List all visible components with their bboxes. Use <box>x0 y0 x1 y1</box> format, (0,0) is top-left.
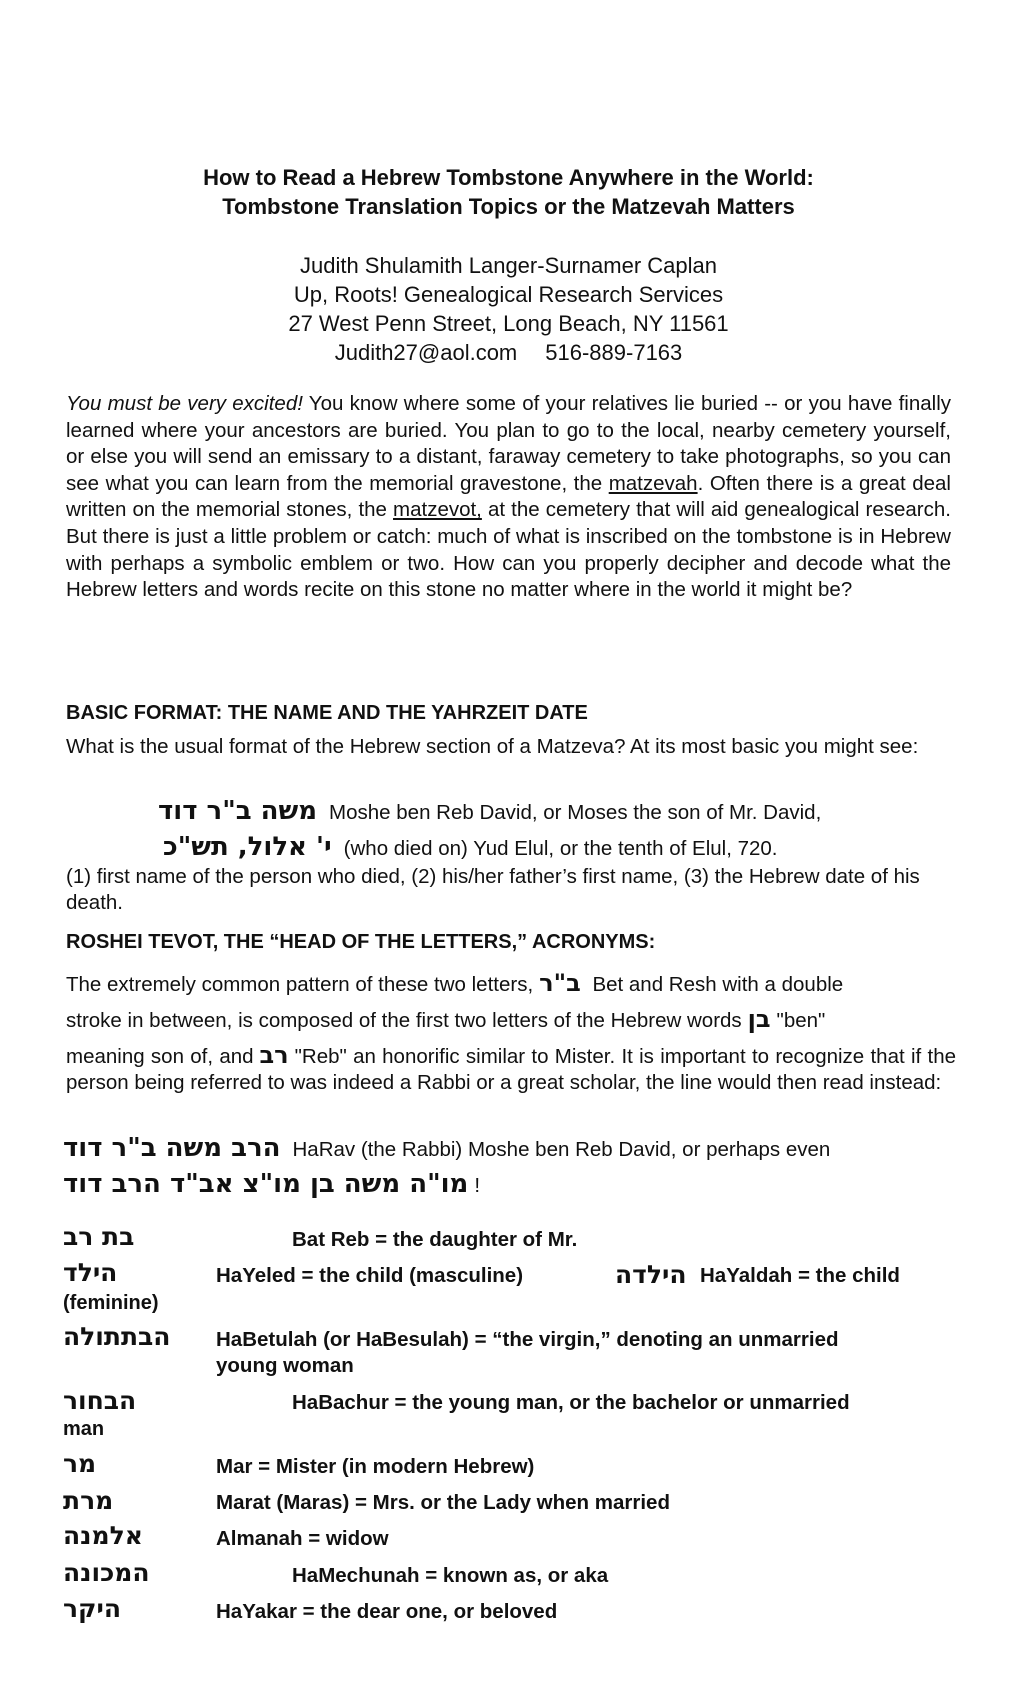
term-definition: Almanah = widow <box>216 1527 389 1550</box>
author-phone: 516-889-7163 <box>545 340 683 365</box>
roshei-text-2a: stroke in between, is composed of the first two letters of the Hebrew words <box>66 1009 742 1032</box>
author-email: Judith27@aol.com <box>334 340 518 365</box>
author-address: 27 West Penn Street, Long Beach, NY 11561 <box>288 311 729 336</box>
term-hebrew: המכונה <box>63 1558 150 1587</box>
roshei-text-2b: "ben" <box>776 1009 826 1032</box>
term-matzevah: matzevah <box>608 471 698 495</box>
term-definition: HaYeled = the child (masculine) <box>216 1264 524 1287</box>
term-definition-continuation: young woman <box>216 1354 354 1377</box>
term-continuation: (feminine) <box>63 1292 159 1314</box>
term-hebrew: הילד <box>63 1258 118 1287</box>
term-hebrew: הבחור <box>63 1386 137 1415</box>
scholar-example-line <box>63 1169 480 1199</box>
roshei-line-2 <box>66 1006 956 1034</box>
roshei-text-3b: "Reb" an honorific similar to Mister. It is important to recognize that if the person being referred to was indeed a Rabbi or a great scholar, the line would then read instead: <box>66 1045 956 1094</box>
roshei-line-1 <box>66 970 956 998</box>
term-continuation: man <box>63 1418 105 1440</box>
term-definition: Mar = Mister (in modern Hebrew) <box>216 1455 535 1478</box>
hebrew-bet-resh: ב"ר <box>539 969 581 997</box>
intro-text-3: at the cemetery that will aid genealogical research. But there is just a little problem or catch: much of what is inscribed on the tombstone is in Hebrew with perhaps a symbolic emblem or two. How can you properly decipher and decode what the Hebrew letters and words recite on this stone no matter where in the world it might be? <box>66 498 951 602</box>
term-matzevot: matzevot, <box>393 498 482 522</box>
term-definition: HaBachur = the young man, or the bachelor or unmarried <box>292 1391 850 1414</box>
term-definition: HaBetulah (or HaBesulah) = “the virgin,” denoting an unmarried <box>216 1328 839 1351</box>
roshei-text-3a: meaning son of, and <box>66 1045 254 1068</box>
intro-italic: You must be very excited! <box>66 392 303 415</box>
example-date-translation: (who died on) Yud Elul, or the tenth of Elul, 720. <box>343 837 778 860</box>
roshei-line-3 <box>66 1042 956 1096</box>
intro-paragraph <box>66 391 951 604</box>
term-definition: HaYakar = the dear one, or beloved <box>216 1600 558 1623</box>
term-definition: HaMechunah = known as, or aka <box>292 1564 609 1587</box>
term-hebrew: מרת <box>63 1486 114 1515</box>
roshei-text-1a: The extremely common pattern of these two letters, <box>66 973 534 996</box>
hebrew-scholar-example: מו"ה משה בן מו"צ אב"ד הרב דוד <box>63 1169 469 1199</box>
term-definition: Marat (Maras) = Mrs. or the Lady when married <box>216 1491 670 1514</box>
format-list: (1) first name of the person who died, (2) his/her father’s first name, (3) the Hebrew date of his death. <box>66 865 920 914</box>
intro-text-2: . Often there is a great deal written on the memorial stones, the <box>66 471 951 522</box>
basic-format-heading: BASIC FORMAT: THE NAME AND THE YAHRZEIT DATE <box>66 702 588 724</box>
hebrew-rabbi-example: הרב משה ב"ר דוד <box>63 1133 281 1163</box>
intro-text-1: You know where some of your relatives lie buried -- or you have finally learned where your ancestors are buried. You plan to go to the local, nearby cemetery yourself, or else you will send an emissary to a distant, faraway cemetery to take photographs, so you can see what you can learn from the memorial gravestone, the <box>66 392 952 495</box>
author-organization: Up, Roots! Genealogical Research Services <box>293 282 724 307</box>
term-hebrew: בת רב <box>63 1222 135 1251</box>
term-hebrew: הבתתולה <box>63 1322 171 1351</box>
roshei-tevot-heading: ROSHEI TEVOT, THE “HEAD OF THE LETTERS,” ACRONYMS: <box>66 931 656 953</box>
example-name-line <box>158 796 821 826</box>
roshei-text-1b: Bet and Resh with a double <box>586 973 844 996</box>
term-definition: Bat Reb = the daughter of Mr. <box>292 1228 578 1251</box>
title-line-2: Tombstone Translation Topics or the Matzevah Matters <box>222 194 795 219</box>
term-hebrew-feminine: הילדה <box>615 1260 687 1289</box>
term-hebrew: היקר <box>63 1594 121 1623</box>
term-definition-feminine: HaYaldah = the child <box>700 1264 900 1287</box>
title-line-1: How to Read a Hebrew Tombstone Anywhere in the World: <box>203 165 814 190</box>
example-date-line <box>163 832 778 862</box>
hebrew-example-name: משה ב"ר דוד <box>158 796 318 826</box>
term-hebrew: אלמנה <box>63 1521 143 1550</box>
scholar-example-mark: ! <box>474 1174 481 1197</box>
term-hebrew: מר <box>63 1449 97 1478</box>
rabbi-example-translation: HaRav (the Rabbi) Moshe ben Reb David, or perhaps even <box>292 1138 831 1161</box>
hebrew-ben: בן <box>747 1005 771 1033</box>
hebrew-reb: רב <box>259 1041 289 1069</box>
hebrew-example-date: י' אלול, תש"כ <box>163 832 332 862</box>
rabbi-example-line <box>63 1133 830 1163</box>
basic-format-question: What is the usual format of the Hebrew section of a Matzeva? At its most basic you might see: <box>66 735 919 758</box>
author-contact <box>0 340 1017 366</box>
author-name: Judith Shulamith Langer-Surnamer Caplan <box>299 253 717 278</box>
example-name-translation: Moshe ben Reb David, or Moses the son of Mr. David, <box>329 801 822 824</box>
